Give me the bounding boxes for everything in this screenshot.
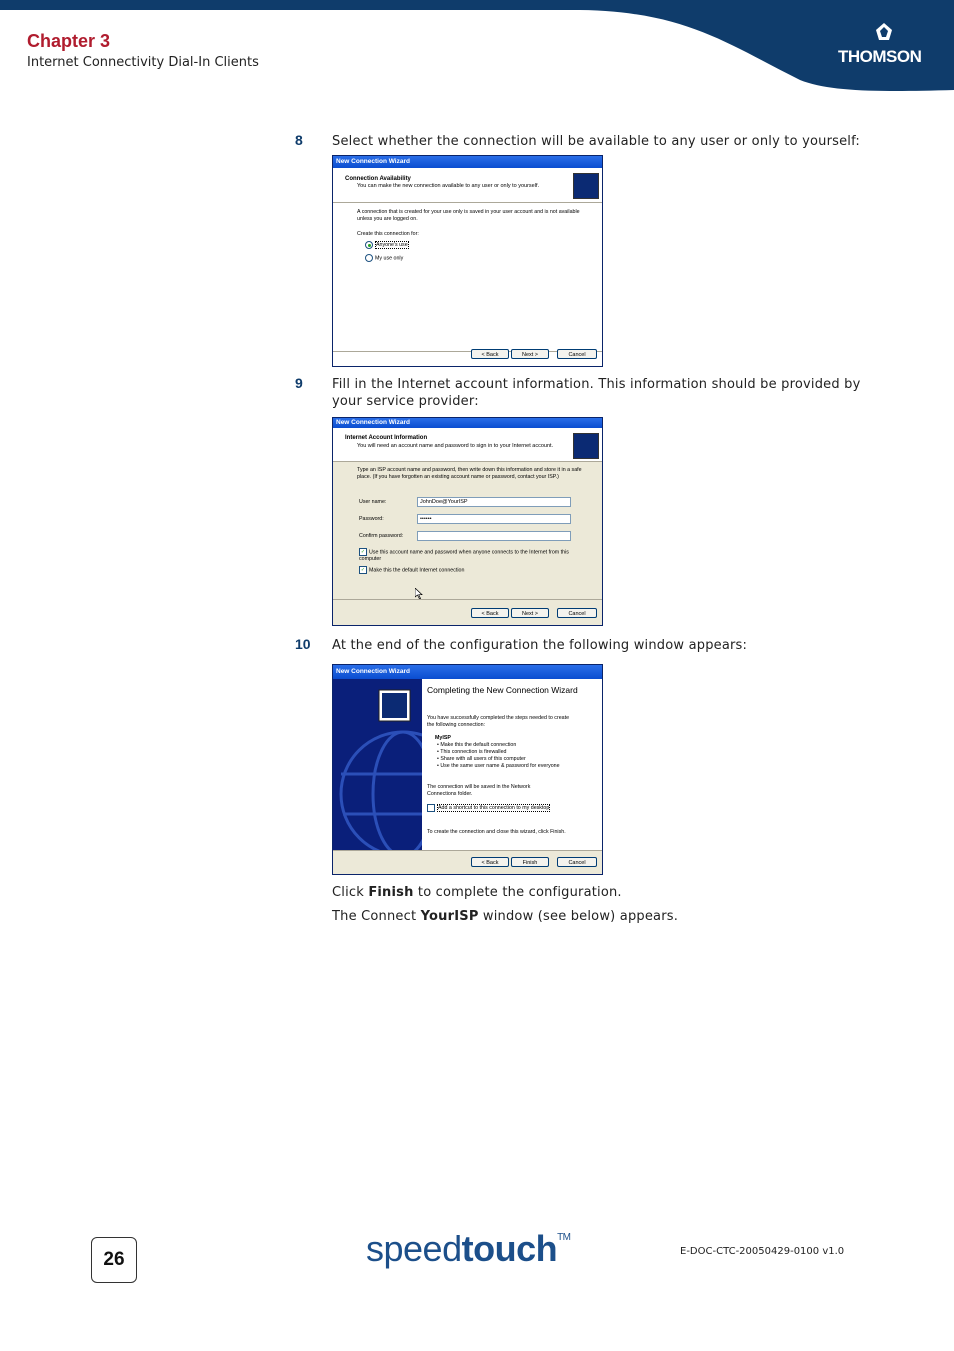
back-button[interactable]: < Back bbox=[471, 349, 509, 359]
back-button[interactable]: < Back bbox=[471, 857, 509, 867]
chapter-title: Chapter 3 bbox=[27, 31, 111, 51]
radio-anyone[interactable]: Anyone's use bbox=[365, 241, 409, 249]
confirm-password-label: Confirm password: bbox=[359, 533, 404, 539]
cancel-button[interactable]: Cancel bbox=[557, 608, 597, 618]
list-item: • Make this the default connection bbox=[437, 742, 517, 748]
saved-note: The connection will be saved in the Network Connections folder. bbox=[427, 784, 531, 797]
dialog-header bbox=[333, 168, 602, 203]
checkbox-checked-icon: ✓ bbox=[360, 567, 366, 573]
mouse-cursor-icon bbox=[415, 588, 423, 599]
closing-note: To create the connection and close this wizard, click Finish. bbox=[427, 829, 566, 835]
dialog-body bbox=[422, 679, 602, 850]
checkbox-checked-icon: ✓ bbox=[360, 549, 366, 555]
create-for-label: Create this connection for: bbox=[357, 231, 419, 237]
globe-banner bbox=[333, 679, 422, 850]
dialog-heading: Internet Account Information bbox=[345, 435, 428, 441]
thomson-logo-icon bbox=[874, 22, 894, 42]
dialog-titlebar: New Connection Wizard bbox=[333, 665, 602, 679]
next-button[interactable]: Next > bbox=[511, 608, 549, 618]
speedtouch-logo: speedtouch™ bbox=[366, 1228, 571, 1269]
cancel-button[interactable]: Cancel bbox=[557, 857, 597, 867]
finish-button[interactable]: Finish bbox=[511, 857, 549, 867]
finish-instruction: Click Finish to complete the configuration. bbox=[332, 885, 622, 900]
username-label: User name: bbox=[359, 499, 387, 505]
availability-note: A connection that is created for your use only is saved in your user account and is not available unless you are logged on. bbox=[357, 209, 580, 222]
account-note: Type an ISP account name and password, then write down this information and store it in a safe place. (If you have forgotten an existing account name or password, contact your ISP.) bbox=[357, 467, 582, 480]
username-input[interactable]: JohnDoe@YourISP bbox=[417, 497, 571, 507]
completing-wizard-dialog bbox=[332, 664, 603, 875]
checkbox-use-for-anyone[interactable]: ✓ Use this account name and password when anyone connects to the Internet from this computer bbox=[359, 549, 569, 562]
dialog-body bbox=[333, 462, 602, 626]
back-button[interactable]: < Back bbox=[471, 608, 509, 618]
next-button[interactable]: Next > bbox=[511, 349, 549, 359]
dialog-subheading: You can make the new connection available to any user or only to yourself. bbox=[357, 183, 540, 189]
wizard-phone-icon bbox=[573, 173, 599, 199]
radio-my-use[interactable]: My use only bbox=[365, 254, 403, 262]
internet-account-dialog bbox=[332, 417, 603, 626]
document-id: E-DOC-CTC-20050429-0100 v1.0 bbox=[680, 1246, 845, 1257]
checkbox-desktop-shortcut[interactable]: Add a shortcut to this connection to my desktop bbox=[427, 804, 550, 812]
checkbox-default-connection[interactable]: ✓ Make this the default Internet connection bbox=[360, 567, 465, 574]
list-item: • This connection is firewalled bbox=[437, 749, 507, 755]
button-bar-divider bbox=[333, 599, 602, 600]
completion-intro: You have successfully completed the steps needed to create the following connection: bbox=[427, 715, 570, 728]
button-bar-divider bbox=[333, 850, 602, 851]
connect-window-note: The Connect YourISP window (see below) appears. bbox=[332, 909, 679, 924]
header-band bbox=[0, 0, 954, 95]
password-label: Password: bbox=[359, 516, 384, 522]
step-number: 9 bbox=[295, 375, 303, 391]
step-text: At the end of the configuration the following window appears: bbox=[332, 638, 748, 653]
step-number: 10 bbox=[295, 636, 311, 652]
thomson-logo-text: THOMSON bbox=[838, 47, 922, 66]
dialog-heading: Connection Availability bbox=[345, 176, 411, 182]
radio-selected-icon bbox=[365, 241, 373, 249]
step-text: Fill in the Internet account information. This information should be provided by your service provider: bbox=[332, 377, 861, 409]
connection-availability-dialog bbox=[332, 155, 603, 367]
step-text: Select whether the connection will be available to any user or only to yourself: bbox=[332, 134, 860, 149]
connection-name: MyISP bbox=[435, 735, 451, 741]
dialog-titlebar: New Connection Wizard bbox=[333, 418, 602, 428]
cancel-button[interactable]: Cancel bbox=[557, 349, 597, 359]
dialog-body bbox=[333, 203, 602, 367]
dialog-header bbox=[333, 428, 602, 462]
page-number: 26 bbox=[91, 1237, 137, 1283]
wizard-phone-icon bbox=[573, 433, 599, 459]
list-item: • Share with all users of this computer bbox=[437, 756, 526, 762]
chapter-subtitle: Internet Connectivity Dial-In Clients bbox=[27, 55, 259, 70]
confirm-password-input[interactable] bbox=[417, 531, 571, 541]
dialog-titlebar: New Connection Wizard bbox=[333, 156, 602, 168]
dialog-subheading: You will need an account name and password to sign in to your Internet account. bbox=[357, 443, 554, 449]
radio-icon bbox=[365, 254, 373, 262]
dialog-heading: Completing the New Connection Wizard bbox=[427, 685, 578, 695]
list-item: • Use the same user name & password for everyone bbox=[437, 763, 560, 769]
checkbox-icon bbox=[427, 804, 435, 812]
password-input[interactable]: •••••• bbox=[417, 514, 571, 524]
step-number: 8 bbox=[295, 132, 303, 148]
